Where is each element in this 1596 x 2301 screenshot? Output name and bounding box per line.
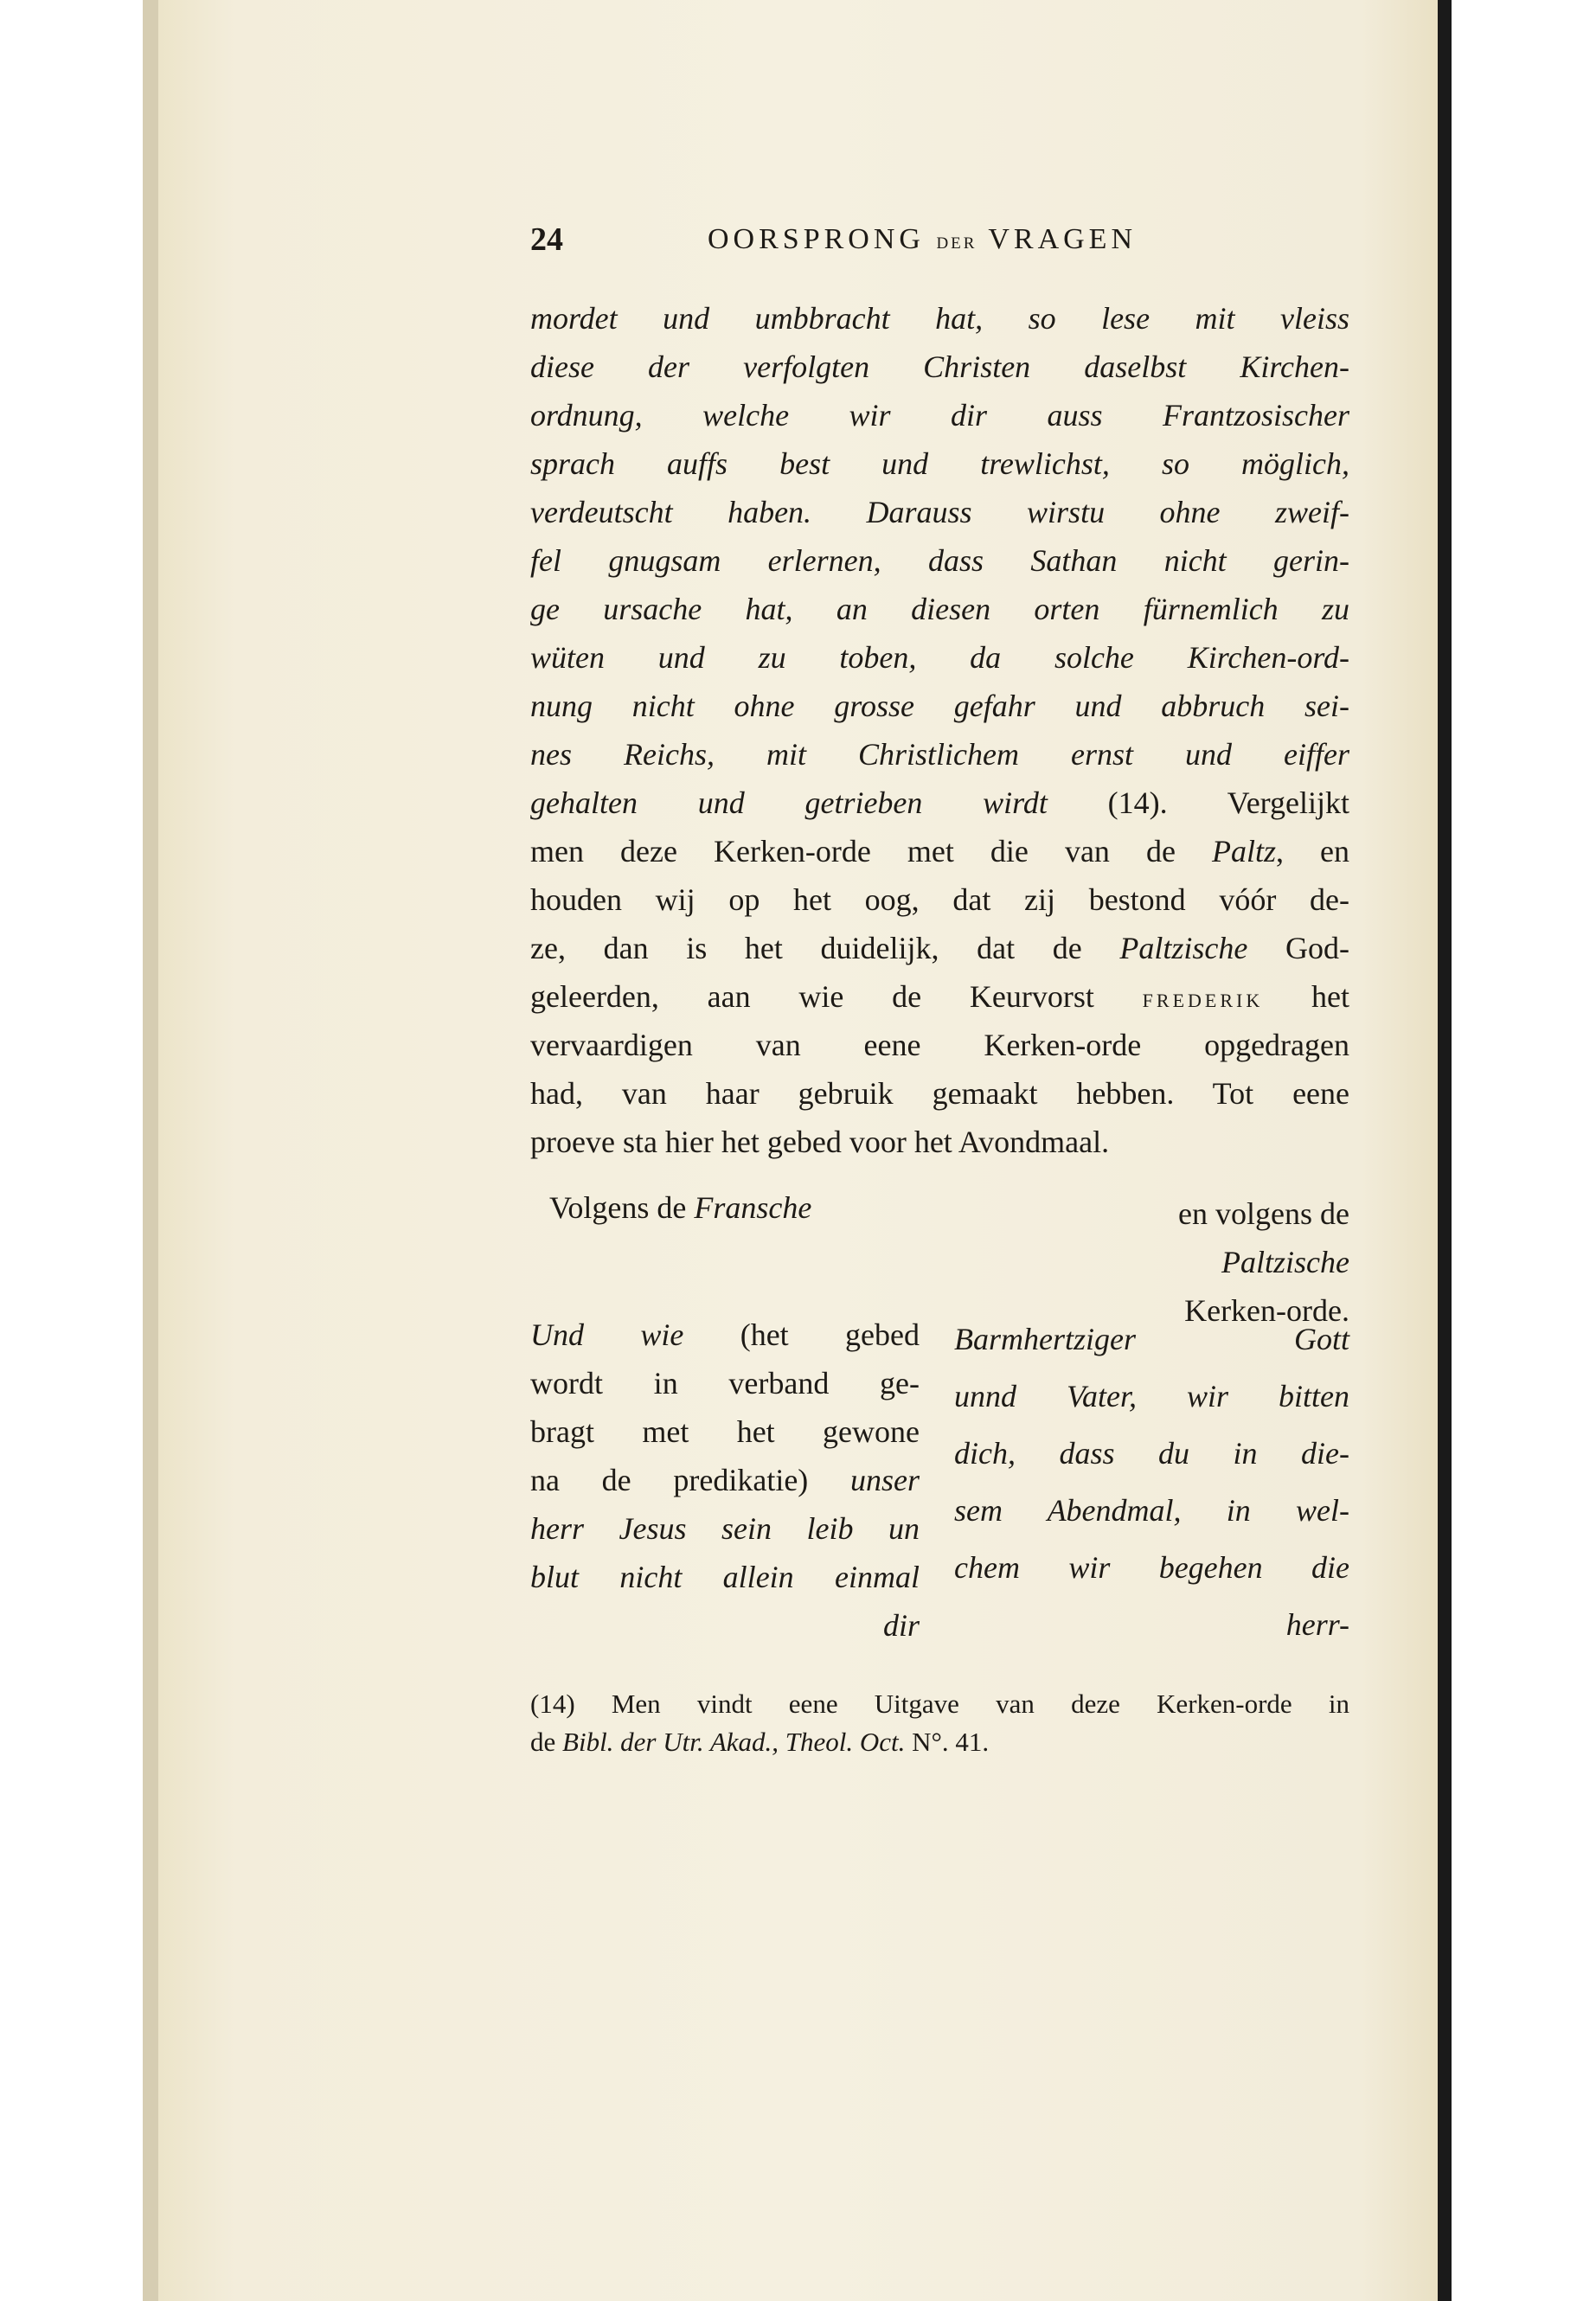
footnote-source: Bibl. der Utr. Akad., Theol. Oct.: [562, 1727, 906, 1757]
footnote-line: [530, 1723, 1349, 1761]
text-line: [530, 1021, 1349, 1069]
right-column: [954, 1311, 1349, 1653]
italic-text: Und wie: [530, 1317, 684, 1352]
text-line: [530, 294, 1349, 343]
text-line: [530, 633, 1349, 682]
footnote-line: (14) Men vindt eene Uitgave van deze Kerken-orde in: [530, 1689, 1349, 1719]
running-title: [708, 223, 1137, 256]
text-line: [954, 1539, 1349, 1596]
text-line: [530, 972, 1349, 1021]
left-column-header: [549, 1189, 811, 1226]
italic-text: dir: [882, 1608, 920, 1643]
roman-text: (het gebed: [683, 1317, 920, 1352]
roman-text: had, van haar gebruik gemaakt hebben. Tot eene: [530, 1076, 1349, 1111]
right-header-emph: Paltzische: [1221, 1245, 1349, 1279]
text-line: [530, 1601, 920, 1650]
italic-text: nes Reichs, mit Christlichem ernst und eiffer: [530, 737, 1349, 772]
roman-text: na de predikatie): [530, 1463, 850, 1497]
text-line: [530, 1456, 920, 1504]
italic-text: herr-: [1285, 1607, 1349, 1642]
italic-text: sprach auffs best und trewlichst, so möglich,: [530, 446, 1349, 481]
italic-text: mordet und umbbracht hat, so lese mit vleiss: [530, 301, 1349, 336]
roman-text: ze, dan is het duidelijk, dat de: [530, 931, 1120, 965]
italic-text: herr Jesus sein leib un: [530, 1511, 920, 1546]
page-header: [530, 221, 1352, 272]
text-line: [954, 1425, 1349, 1482]
left-header-emph: Fransche: [694, 1190, 812, 1225]
text-line: [530, 682, 1349, 730]
roman-text: vervaardigen van eene Kerken-orde opgedragen: [530, 1028, 1349, 1062]
text-line: [530, 1311, 920, 1359]
roman-text: wordt in verband ge-: [530, 1366, 920, 1400]
text-line: [954, 1596, 1349, 1653]
page-edge-left: [143, 0, 158, 2301]
text-line: [530, 343, 1349, 391]
text-line: [530, 1069, 1349, 1118]
text-line: [954, 1311, 1349, 1368]
footnote-text: de: [530, 1727, 563, 1757]
italic-text: Paltzische: [1119, 931, 1248, 965]
text-line: [530, 875, 1349, 924]
text-line: [530, 1118, 1349, 1166]
comparison-columns: [530, 1189, 1349, 1643]
small-caps-name: FREDERIK: [1142, 990, 1264, 1011]
italic-text: blut nicht allein einmal: [530, 1560, 920, 1594]
text-line: [530, 585, 1349, 633]
roman-text: God-: [1247, 931, 1349, 965]
italic-text: fel gnugsam erlernen, dass Sathan nicht gerin-: [530, 543, 1349, 578]
text-line: [530, 1504, 920, 1553]
running-title-small: DER: [936, 234, 977, 253]
text-line: [530, 391, 1349, 439]
roman-text: proeve sta hier het gebed voor het Avondmaal.: [530, 1125, 1110, 1159]
right-header-line1: [954, 1189, 1349, 1286]
text-line: [530, 1359, 920, 1407]
running-title-a: OORSPRONG: [708, 223, 925, 255]
italic-text: chem wir begehen die: [954, 1550, 1349, 1585]
text-line: [530, 1553, 920, 1601]
scan-border-right: [1438, 0, 1452, 2301]
left-column: [530, 1311, 920, 1650]
italic-text: unser: [850, 1463, 920, 1497]
italic-text: diese der verfolgten Christen daselbst Kirchen-: [530, 349, 1349, 384]
running-title-b: VRAGEN: [988, 223, 1138, 255]
text-line: [530, 439, 1349, 488]
text-line: [530, 779, 1349, 827]
main-text: [530, 294, 1349, 1166]
right-header-line2: Kerken-orde.: [1184, 1293, 1349, 1328]
text-line: [530, 488, 1349, 536]
footnote: [530, 1685, 1349, 1761]
page-number: 24: [530, 221, 563, 258]
italic-text: unnd Vater, wir bitten: [954, 1379, 1349, 1413]
text-line: [530, 924, 1349, 972]
italic-text: gehalten und getrieben wirdt: [530, 785, 1048, 820]
roman-text: het: [1263, 979, 1349, 1014]
footnote-text: N°. 41.: [905, 1727, 990, 1757]
italic-text: dich, dass du in die-: [954, 1436, 1349, 1471]
text-line: [954, 1368, 1349, 1425]
italic-text: ordnung, welche wir dir auss Frantzosischer: [530, 398, 1349, 433]
italic-text: sem Abendmal, in wel-: [954, 1493, 1349, 1528]
column-headers: [530, 1189, 1349, 1328]
text-line: [530, 827, 1349, 875]
text-line: [530, 536, 1349, 585]
italic-text: nung nicht ohne grosse gefahr und abbruch sei-: [530, 689, 1349, 723]
text-line: [954, 1482, 1349, 1539]
roman-text: geleerden, aan wie de Keurvorst: [530, 979, 1143, 1014]
roman-text: houden wij op het oog, dat zij bestond vóór de-: [530, 882, 1349, 917]
italic-text: wüten und zu toben, da solche Kirchen-ord-: [530, 640, 1349, 675]
left-header-text: Volgens de: [549, 1190, 695, 1225]
italic-text: verdeutscht haben. Darauss wirstu ohne zweif-: [530, 495, 1349, 529]
roman-text: , en: [1275, 834, 1349, 868]
text-line: [530, 1407, 920, 1456]
italic-text: Paltz: [1211, 834, 1276, 868]
italic-text: ge ursache hat, an diesen orten fürnemlich zu: [530, 592, 1349, 626]
italic-text: Barmhertziger Gott: [954, 1322, 1349, 1356]
roman-text: bragt met het gewone: [530, 1414, 920, 1449]
text-line: [530, 730, 1349, 779]
right-header-text: en volgens de: [1178, 1196, 1349, 1231]
roman-text: men deze Kerken-orde met die van de: [530, 834, 1212, 868]
roman-text: (14). Vergelijkt: [1047, 785, 1349, 820]
